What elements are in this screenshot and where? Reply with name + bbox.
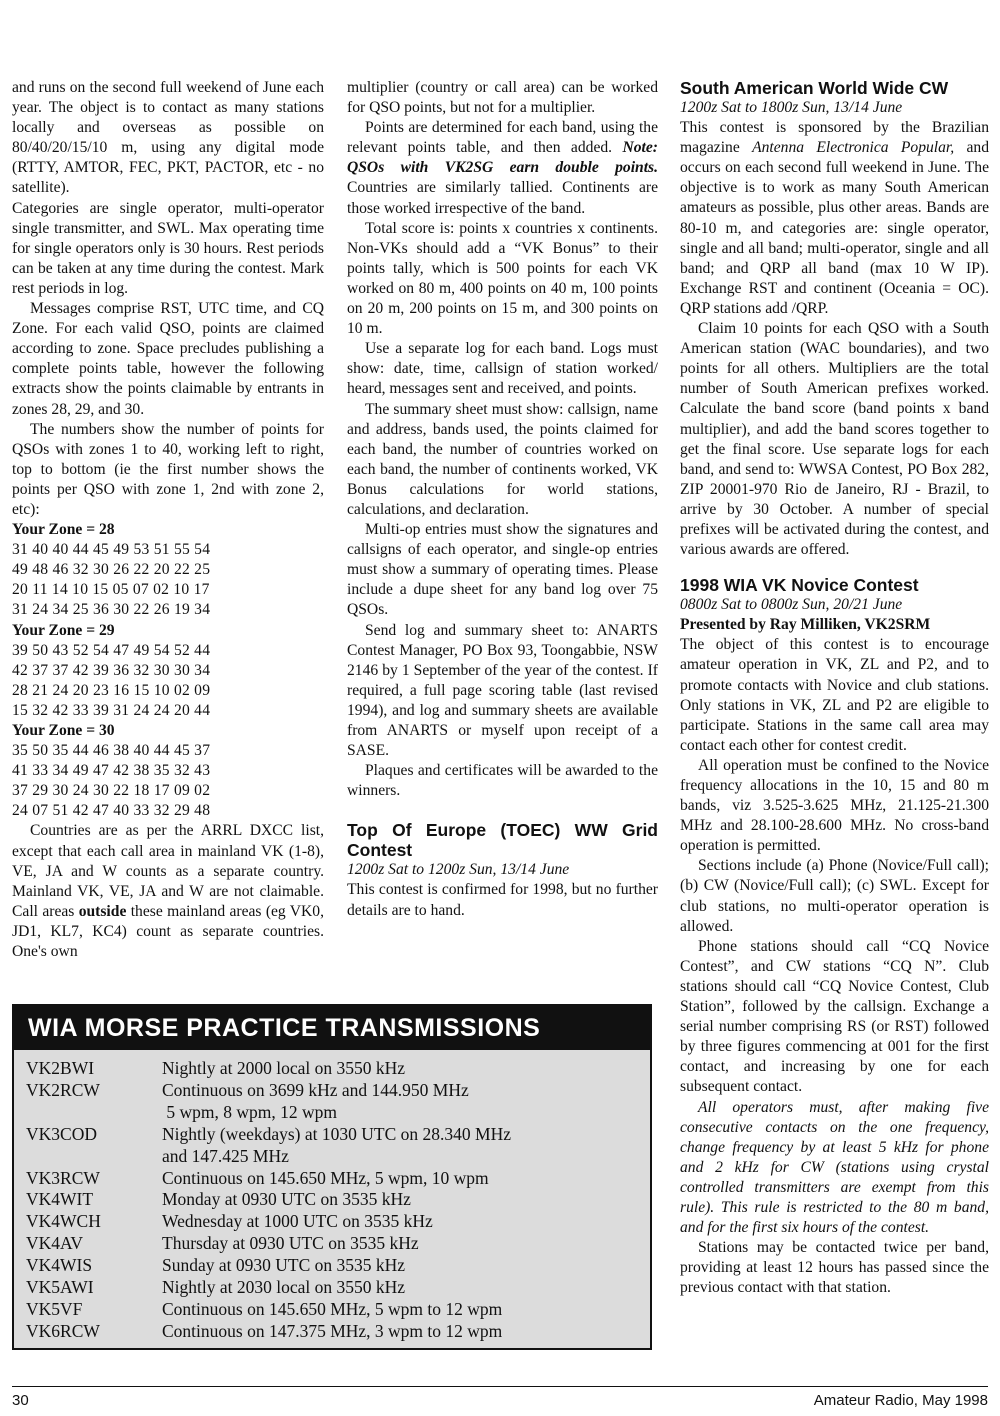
zone-points-row: 20 11 14 10 15 05 07 02 10 17	[12, 581, 210, 599]
text-span: This contest is sponsored by the Brazilian magazine	[680, 119, 989, 157]
schedule-row	[26, 1211, 646, 1233]
section-subheading: 0800z Sat to 0800z Sun, 20/21 June	[680, 596, 903, 614]
zone-points-row: 31 40 40 44 45 49 53 51 55 54	[12, 541, 211, 559]
zone-points-row: 35 50 35 44 46 38 40 44 45 37	[12, 742, 211, 760]
schedule-row	[26, 1124, 646, 1146]
schedule-details: Thursday at 0930 UTC on 3535 kHz	[162, 1233, 419, 1254]
paragraph: Plaques and certificates will be awarded to the winners.	[347, 762, 658, 800]
schedule-details: Continuous on 145.650 MHz, 5 wpm, 10 wpm	[162, 1167, 489, 1188]
spacer	[680, 560, 989, 575]
zone-points-row: 24 07 51 42 47 40 33 32 29 48	[12, 802, 211, 820]
paragraph: The numbers show the number of points for QSOs with zones 1 to 40, working left to right, top to bottom (ie the first number shows the points per QSO with zone 1, 2nd with zone 2, etc):	[12, 420, 324, 518]
section-subheading: 1200z Sat to 1800z Sun, 13/14 June	[680, 99, 903, 116]
schedule-row	[26, 1102, 646, 1124]
schedule-details: Continuous on 145.650 MHz, 5 wpm to 12 wpm	[162, 1298, 503, 1319]
text-span: these mainland areas (eg VK0, JD1, KL7, KC4) count as separate countries. One's own	[12, 902, 325, 961]
morse-box-title: WIA MORSE PRACTICE TRANSMISSIONS	[14, 1006, 650, 1050]
paragraph: Categories are single operator, multi-operator single transmitter, and SWL. Max operating time for single operators only is 30 hours. Rest periods can be taken at any time during the contest. Mark rest periods in log.	[12, 199, 324, 297]
zone-heading: Your Zone = 29	[12, 621, 115, 639]
schedule-row	[26, 1189, 646, 1211]
station-callsign	[26, 1146, 162, 1168]
section-subheading: 1200z Sat to 1200z Sun, 13/14 June	[347, 861, 570, 879]
page-number: 30	[12, 1392, 29, 1409]
paragraph: Send log and summary sheet to: ANARTS Contest Manager, PO Box 93, Toongabbie, NSW 2146 by 1 September of the year of the contest. If required, a full page scoring table (last revised 1994), and log and summary sheets are available from ANARTS or myself upon receipt of a SASE.	[347, 621, 658, 760]
section-heading: Top Of Europe (TOEC) WW Grid Contest	[347, 820, 658, 861]
schedule-details: Sunday at 0930 UTC on 3535 kHz	[162, 1255, 406, 1276]
zone-points-row: 49 48 46 32 30 26 22 20 22 25	[12, 561, 211, 579]
note-text: Note: QSOs with VK2SG earn double points.	[347, 139, 658, 177]
station-callsign: VK2RCW	[26, 1079, 100, 1100]
zone-points-row: 41 33 34 49 47 42 38 35 32 43	[12, 762, 211, 780]
morse-practice-box	[12, 1004, 652, 1350]
paragraph: The object of this contest is to encourage amateur operation in VK, ZL and P2, and to promote contacts with Novice and club stations. Only stations in VK, ZL and P2 are eligible to participate. Stations in the same call area may contact each other for contest credit.	[680, 636, 989, 754]
schedule-row	[26, 1233, 646, 1255]
station-callsign: VK5AWI	[26, 1277, 94, 1298]
paragraph: multiplier (country or call area) can be worked for QSO points, but not for a multiplier.	[347, 79, 658, 117]
station-callsign: VK4AV	[26, 1233, 84, 1254]
zone-points-row: 31 24 34 25 36 30 22 26 19 34	[12, 601, 211, 619]
station-callsign: VK3RCW	[26, 1167, 100, 1188]
zone-heading: Your Zone = 28	[12, 521, 115, 539]
publication-footer: Amateur Radio, May 1998	[813, 1392, 988, 1409]
footer-rule	[12, 1386, 988, 1387]
schedule-row	[26, 1168, 646, 1190]
morse-schedule-list	[26, 1058, 646, 1343]
paragraph: All operation must be confined to the Novice frequency allocations in the 10, 15 and 80 m bands, viz 3.525-3.625 MHz, 21.125-21.300 MHz and 28.100-28.600 MHz. No cross-band operation is permitted.	[680, 756, 989, 855]
schedule-row	[26, 1277, 646, 1299]
zone-points-row: 37 29 30 24 30 22 18 17 09 02	[12, 782, 211, 800]
section-heading: 1998 WIA VK Novice Contest	[680, 575, 919, 596]
schedule-details: and 147.425 MHz	[162, 1145, 289, 1166]
zone-points-row: 42 37 37 42 39 36 32 30 30 34	[12, 661, 211, 679]
column-3	[680, 78, 989, 1298]
zone-points-row: 28 21 24 20 23 16 15 10 02 09	[12, 681, 211, 699]
station-callsign: VK4WCH	[26, 1211, 101, 1232]
schedule-row	[26, 1321, 646, 1343]
text-span: Points are determined for each band, using the relevant points table, and then added.	[347, 119, 658, 157]
station-callsign: VK5VF	[26, 1298, 83, 1319]
schedule-row	[26, 1080, 646, 1102]
paragraph: The summary sheet must show: callsign, name and address, bands used, the points claimed for each band, the number of countries worked on each band, the number of continents worked, VK Bonus calculations for world stations, calculations, and declaration.	[347, 400, 658, 518]
paragraph: Phone stations should call “CQ Novice Contest”, and CW stations “CQ N”. Club stations should call “CQ Novice Contest, Club Station”, followed by the callsign. Exchange a serial number comprising RS (or RST) followed by three figures commencing at 001 for the first contact, and increasing by one for each subsequent contact.	[680, 937, 989, 1096]
paragraph: Total score is: points x countries x continents. Non-VKs should add a “VK Bonus” to their points tally, which is 500 points for each VK worked on 80 m, 400 points on 40 m, 100 points on 20 m, 200 points on 15 m, and 300 points on 10 m.	[347, 219, 658, 338]
station-callsign: VK2BWI	[26, 1058, 95, 1078]
schedule-details: Nightly (weekdays) at 1030 UTC on 28.340 MHz	[162, 1123, 511, 1144]
paragraph: Stations may be contacted twice per band, providing at least 12 hours has passed since the previous contact with that station.	[680, 1239, 989, 1297]
station-callsign: VK6RCW	[26, 1320, 100, 1341]
schedule-details: Wednesday at 1000 UTC on 3535 kHz	[162, 1211, 433, 1232]
spacer	[347, 801, 658, 820]
schedule-row	[26, 1146, 646, 1168]
section-heading: South American World Wide CW	[680, 78, 949, 98]
column-1	[12, 78, 324, 962]
text-span: Countries are as per the ARRL DXCC list, except that each call area in mainland VK (1-8), VE, JA and W counts as a separate country. Mainland VK, VE, JA and W are not claimable. Call areas	[12, 822, 324, 920]
schedule-details: Nightly at 2030 local on 3550 kHz	[162, 1277, 406, 1298]
schedule-row	[26, 1058, 646, 1080]
schedule-row	[26, 1255, 646, 1277]
paragraph	[680, 118, 989, 319]
schedule-details: Continuous on 147.375 MHz, 3 wpm to 12 wpm	[162, 1320, 503, 1341]
zone-points-row: 39 50 43 52 54 47 49 54 52 44	[12, 641, 211, 659]
paragraph: Sections include (a) Phone (Novice/Full call); (b) CW (Novice/Full call); (c) SWL. Except for club stations, no multi-operator operation is allowed.	[680, 857, 989, 935]
paragraph: Multi-op entries must show the signatures and callsigns of each operator, and single-op entries must show a summary of operating times. Please include a dupe sheet for any band log over 75 QSOs.	[347, 521, 658, 619]
zone-points-row: 15 32 42 33 39 31 24 24 20 44	[12, 701, 211, 719]
paragraph	[12, 821, 324, 962]
text-span: and occurs on each second full weekend in June. The objective is to work as many South American amateurs as possible, plus other areas. Bands are 80-10 m, and categories are: single operator, single and all band; multi-operator, single and all band; and QRP all band (max 10 W IP). Exchange RST and continent (Oceania = OC). QRP stations add /QRP.	[680, 139, 989, 317]
schedule-details: Nightly at 2000 local on 3550 kHz	[162, 1058, 406, 1078]
paragraph: Claim 10 points for each QSO with a South American station (WAC boundaries), and two points for all others. Multipliers are the total number of South American prefixes worked. Calculate the band score (band points x band multiplier), and add the band scores together to get the final score. Use separate logs for each band, and send to: WWSA Contest, PO Box 282, ZIP 20001-970 Rio de Janeiro, RJ - Brazil, to arrive by 30 October. A number of special prefixes will be activated during the contest, and various awards are offered.	[680, 320, 989, 559]
station-callsign: VK4WIS	[26, 1255, 93, 1276]
author-line: Presented by Ray Milliken, VK2SRM	[680, 616, 931, 634]
emphasis-text: outside	[78, 902, 127, 920]
magazine-name: Antenna Electronica Popular,	[752, 139, 955, 157]
paragraph: Use a separate log for each band. Logs must show: date, time, callsign of station worked/ heard, messages sent and received, and points.	[347, 340, 658, 398]
station-callsign: VK3COD	[26, 1123, 97, 1144]
paragraph: Messages comprise RST, UTC time, and CQ Zone. For each valid QSO, points are claimed according to zone. Space precludes publishing a complete points table, however the following extracts show the points claimable by entrants in zones 28, 29, and 30.	[12, 300, 324, 418]
station-callsign	[26, 1102, 162, 1124]
station-callsign: VK4WIT	[26, 1189, 94, 1210]
zone-heading: Your Zone = 30	[12, 722, 115, 739]
text-span: Countries are similarly tallied. Continents are those worked irrespective of the band.	[347, 179, 658, 217]
column-2	[347, 78, 658, 921]
schedule-details: 5 wpm, 8 wpm, 12 wpm	[162, 1101, 337, 1122]
schedule-row	[26, 1299, 646, 1321]
paragraph: All operators must, after making five consecutive contacts on the one frequency, change frequency by at least 5 kHz for phone and 2 kHz for CW (stations using crystal controlled transmitters are exempt from this rule). This rule is restricted to the 80 m band, and for the first six hours of the contest.	[680, 1098, 989, 1237]
paragraph	[347, 118, 658, 218]
schedule-details: Monday at 0930 UTC on 3535 kHz	[162, 1189, 411, 1210]
paragraph: This contest is confirmed for 1998, but no further details are to hand.	[347, 881, 658, 919]
schedule-details: Continuous on 3699 kHz and 144.950 MHz	[162, 1079, 469, 1100]
paragraph: and runs on the second full weekend of June each year. The object is to contact as many stations locally and overseas as possible on 80/40/20/15/10 m, using any digital mode (RTTY, AMTOR, FEC, PKT, PACTOR, etc - no satellite).	[12, 79, 324, 197]
